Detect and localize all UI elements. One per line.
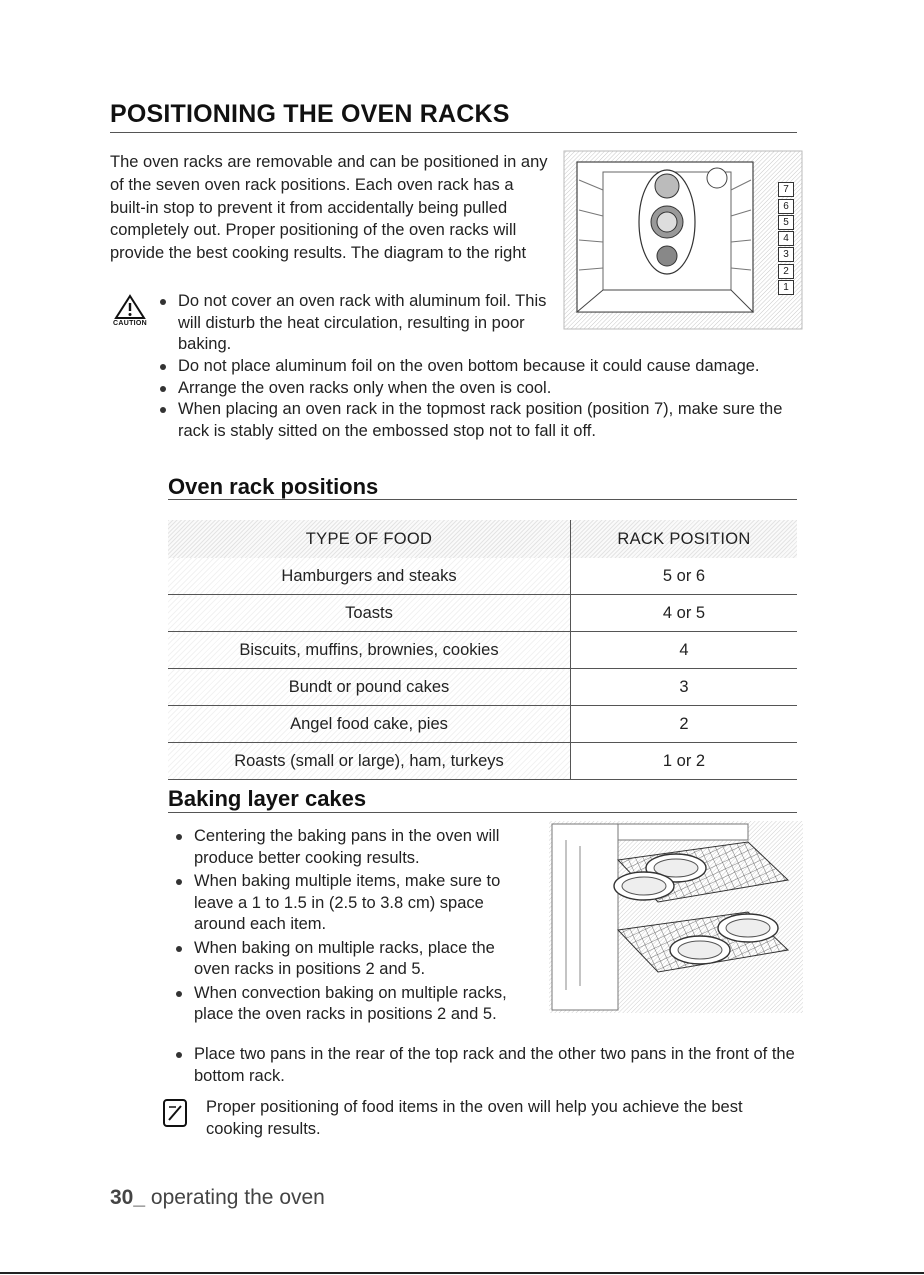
intro-paragraph: The oven racks are removable and can be positioned in any of the seven oven rack positions. Each oven rack has a built-in stop to prevent it from accidentally being pulled completely out. Proper positioning of the oven racks will provide the best cooking results. The diagram to the right <box>110 153 548 263</box>
rack-cell: 5 or 6 <box>571 558 798 595</box>
page-footer <box>110 1186 325 1210</box>
rack-positions-rule <box>168 499 797 500</box>
note-icon <box>162 1098 188 1128</box>
food-cell: Toasts <box>168 595 571 632</box>
caution-item: Arrange the oven racks only when the oven is cool. <box>158 378 798 400</box>
rack-number-4: 4 <box>778 231 794 246</box>
rack-cell: 4 <box>571 632 798 669</box>
caution-icon <box>112 294 148 334</box>
table-row <box>168 558 797 595</box>
rack-cell: 3 <box>571 669 798 706</box>
table-row <box>168 743 797 780</box>
caution-list-wide <box>158 356 798 442</box>
baking-item: Place two pans in the rear of the top rack and the other two pans in the front of the bottom rack. <box>174 1044 796 1087</box>
baking-pans-illustration <box>548 820 804 1014</box>
bottom-border <box>0 1272 924 1274</box>
baking-item: Centering the baking pans in the oven will produce better cooking results. <box>174 826 526 869</box>
oven-rack-diagram <box>563 150 803 330</box>
baking-heading: Baking layer cakes <box>168 786 367 811</box>
rack-cell: 2 <box>571 706 798 743</box>
baking-list-wide <box>174 1044 796 1087</box>
baking-item: When baking on multiple racks, place the oven racks in positions 2 and 5. <box>174 938 526 981</box>
baking-item: When baking multiple items, make sure to leave a 1 to 1.5 in (2.5 to 3.8 cm) space around each item. <box>174 871 526 936</box>
title-rule <box>110 132 797 133</box>
baking-rule <box>168 812 797 813</box>
table-header-food: TYPE OF FOOD <box>168 520 571 558</box>
rack-cell: 4 or 5 <box>571 595 798 632</box>
section-name: operating the oven <box>150 1186 325 1209</box>
food-cell: Hamburgers and steaks <box>168 558 571 595</box>
caution-item: Do not cover an oven rack with aluminum foil. This will disturb the heat circulation, resulting in poor baking. <box>158 291 558 356</box>
baking-list <box>174 826 526 1026</box>
rack-number-3: 3 <box>778 247 794 262</box>
rack-cell: 1 or 2 <box>571 743 798 780</box>
rack-number-2: 2 <box>778 264 794 279</box>
rack-positions-table <box>168 520 797 780</box>
table-row <box>168 669 797 706</box>
caution-list <box>158 291 558 356</box>
page-title: POSITIONING THE OVEN RACKS <box>110 100 510 128</box>
rack-number-1: 1 <box>778 280 794 295</box>
table-row <box>168 706 797 743</box>
page-number: 30_ <box>110 1186 146 1209</box>
caution-item: When placing an oven rack in the topmost rack position (position 7), make sure the rack is stably sitted on the embossed stop not to fall it off. <box>158 399 798 442</box>
food-cell: Biscuits, muffins, brownies, cookies <box>168 632 571 669</box>
rack-number-6: 6 <box>778 199 794 214</box>
rack-number-7: 7 <box>778 182 794 197</box>
table-header-rack: RACK POSITION <box>571 520 798 558</box>
rack-positions-heading: Oven rack positions <box>168 474 379 499</box>
baking-item: When convection baking on multiple racks, place the oven racks in positions 2 and 5. <box>174 983 526 1026</box>
table-row <box>168 595 797 632</box>
food-cell: Roasts (small or large), ham, turkeys <box>168 743 571 780</box>
table-row <box>168 632 797 669</box>
caution-item: Do not place aluminum foil on the oven bottom because it could cause damage. <box>158 356 798 378</box>
note-text: Proper positioning of food items in the oven will help you achieve the best cooking results. <box>206 1098 743 1138</box>
caution-label: CAUTION <box>113 320 147 327</box>
food-cell: Angel food cake, pies <box>168 706 571 743</box>
rack-number-5: 5 <box>778 215 794 230</box>
food-cell: Bundt or pound cakes <box>168 669 571 706</box>
